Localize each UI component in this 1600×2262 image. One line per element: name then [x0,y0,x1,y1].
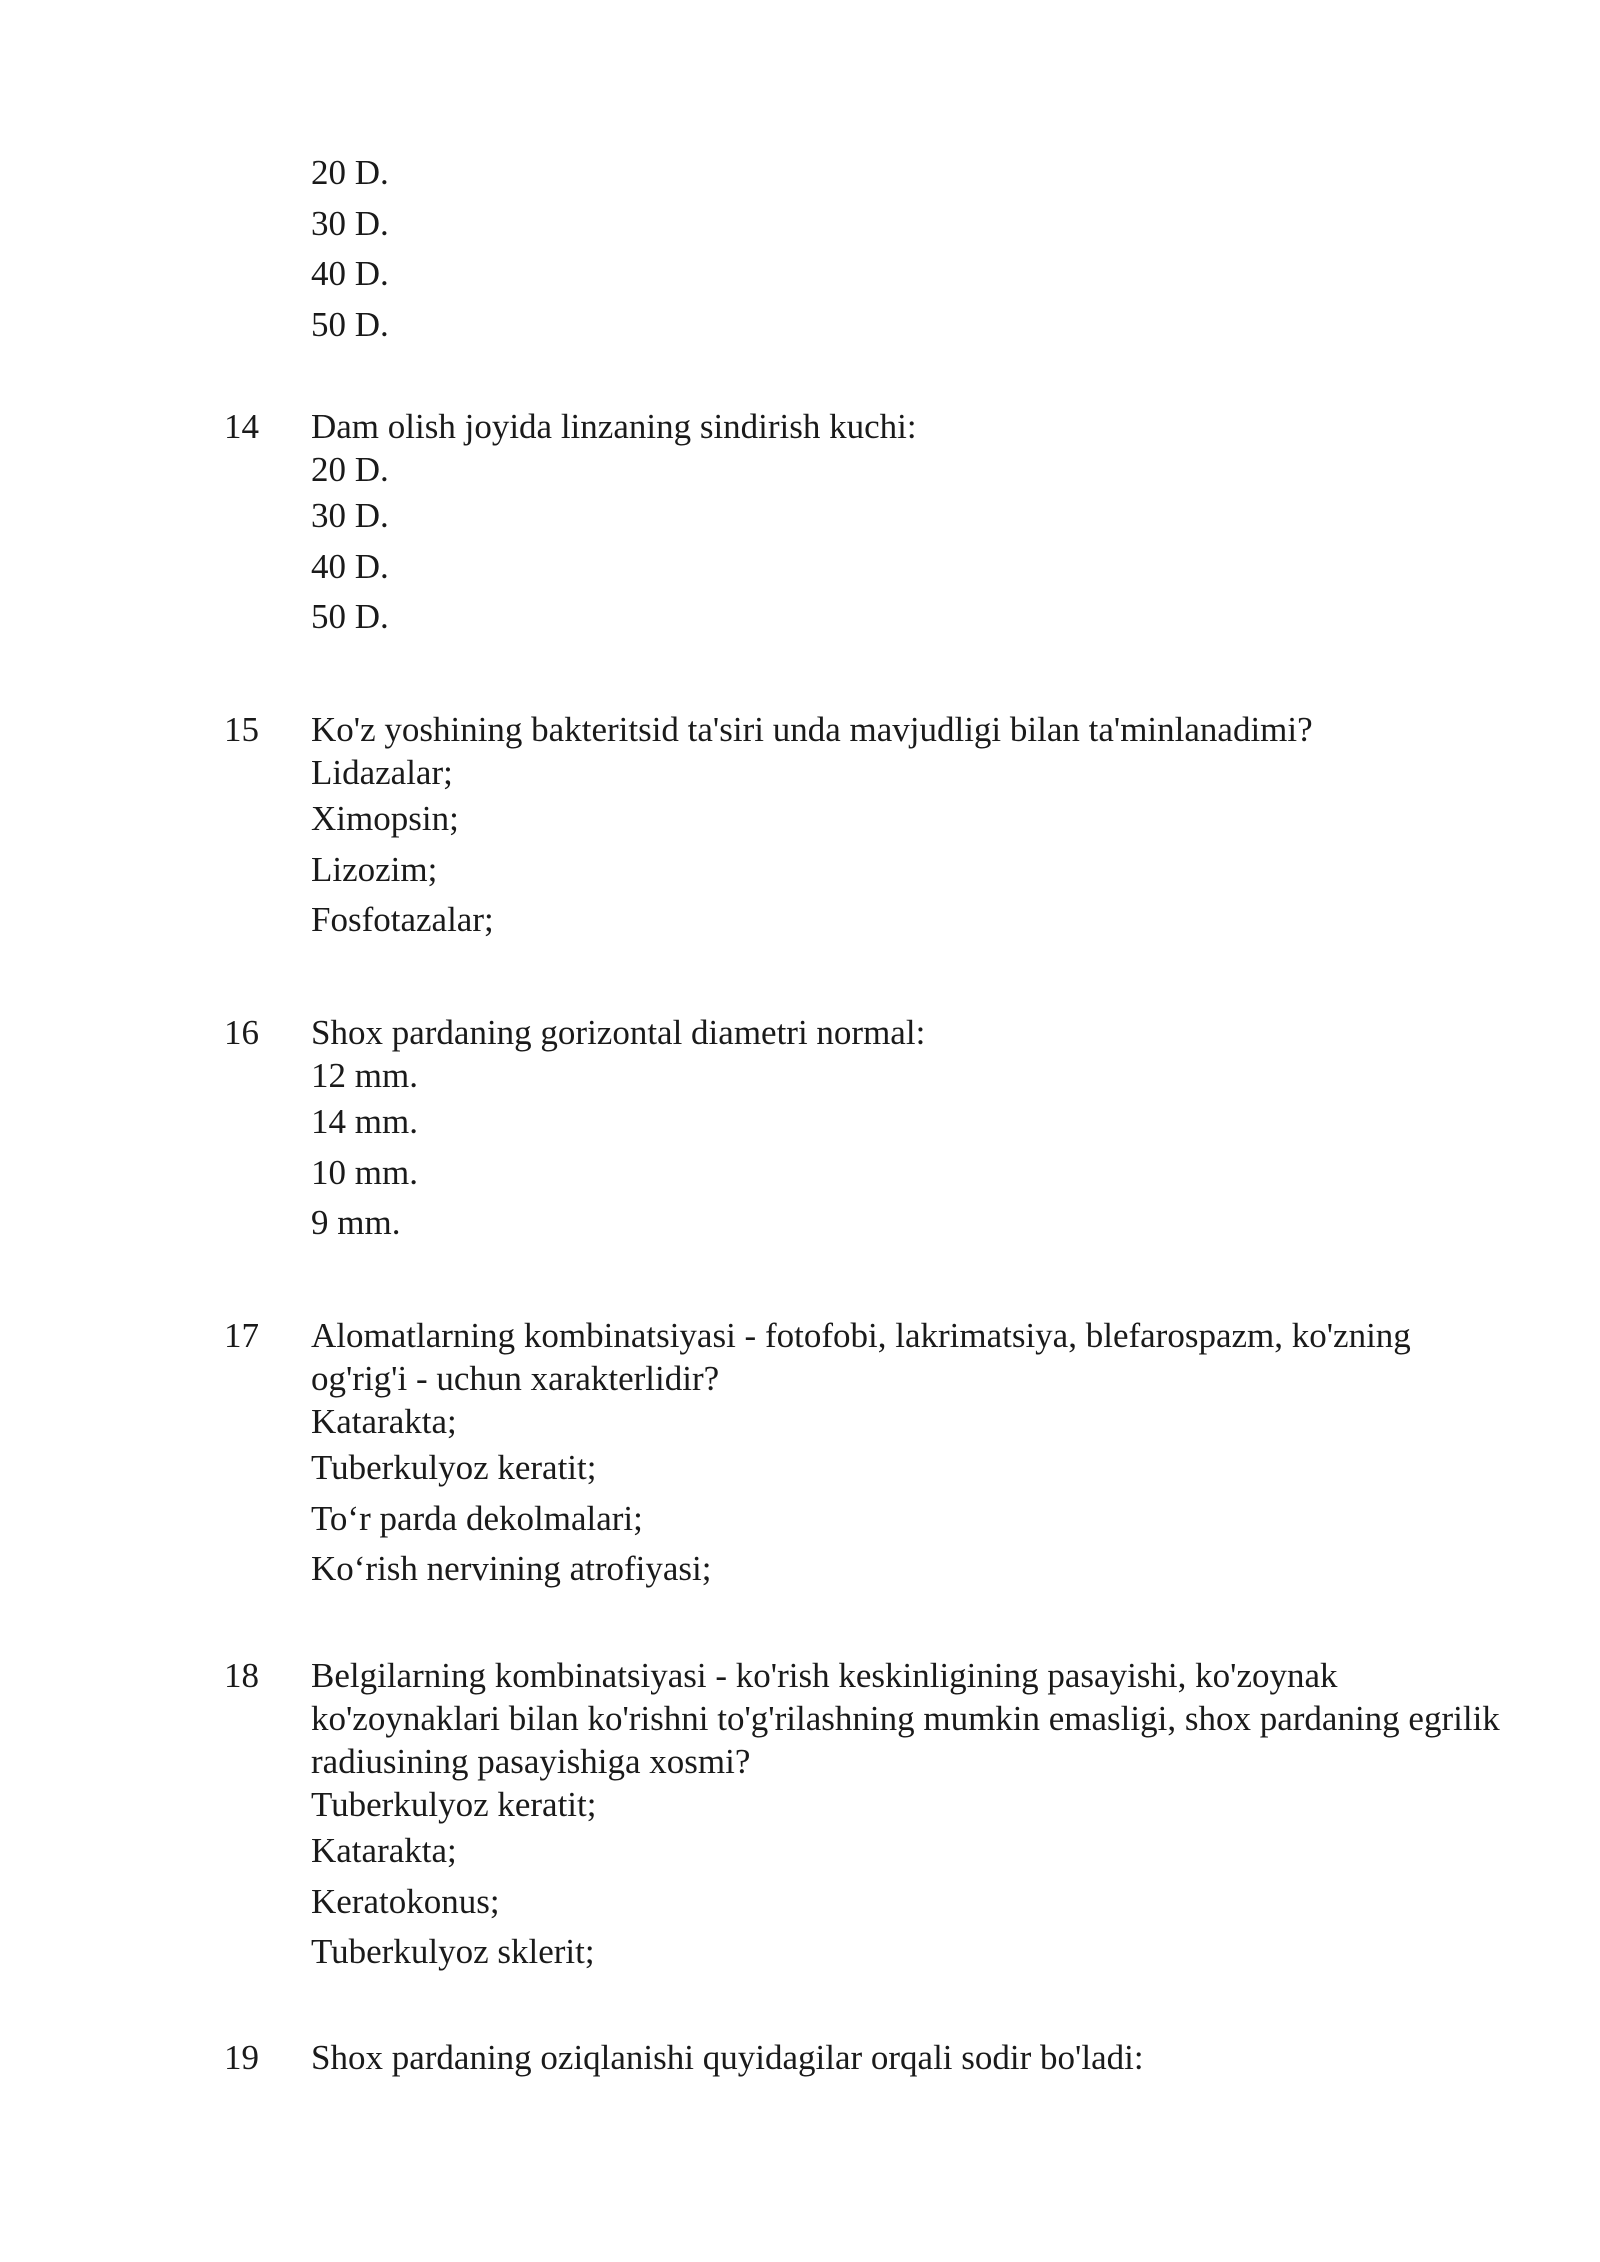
answer-option: 30 D. [311,496,389,535]
question-body [311,1011,1511,1249]
answer-option: 40 D. [311,546,389,586]
answer-options [311,751,1511,946]
answer-option: Tuberkulyoz keratit; [311,1785,597,1824]
answer-option: 30 D. [311,203,389,243]
answer-option: 14 mm. [311,1102,418,1141]
question-body [311,2036,1511,2079]
answer-option: Tuberkulyoz keratit; [311,1448,597,1487]
answer-option: 10 mm. [311,1152,418,1192]
question-number: 15 [224,710,259,749]
answer-option: Keratokonus; [311,1881,500,1921]
answer-options [311,1783,1511,1978]
question-body [311,405,1511,643]
answer-option: Katarakta; [311,1402,457,1441]
answer-option: 50 D. [311,597,389,636]
question-body [311,708,1511,946]
question-number: 14 [224,407,259,446]
answer-option: Katarakta; [311,1831,457,1870]
previous-question-options [311,148,389,350]
answer-option: Ximopsin; [311,799,459,838]
answer-option: Tuberkulyoz sklerit; [311,1932,595,1971]
question-text: Belgilarning kombinatsiyasi - ko'rish keskinligining pasayishi, ko'zoynak ko'zoynaklari bilan ko'rishni to'g'rilashning mumkin emasligi, shox pardaning egrilik radiusining pasayishiga xosmi? [311,1656,1500,1781]
question-number: 19 [224,2038,259,2077]
question-body [311,1314,1511,1595]
question-number: 18 [224,1656,259,1695]
answer-option: 20 D. [311,450,389,489]
question-body [311,1654,1511,1978]
answer-option: Lidazalar; [311,753,453,792]
answer-option: Lizozim; [311,849,438,889]
answer-option: 50 D. [311,304,389,344]
answer-options [311,1400,1511,1595]
question-number: 17 [224,1316,259,1355]
question-number: 16 [224,1013,259,1052]
answer-option: 12 mm. [311,1056,418,1095]
answer-option: 9 mm. [311,1203,401,1242]
answer-option: 20 D. [311,153,389,192]
question-text: Shox pardaning oziqlanishi quyidagilar orqali sodir bo'ladi: [311,2038,1144,2077]
question-text: Shox pardaning gorizontal diametri normal: [311,1013,926,1052]
answer-option: 40 D. [311,254,389,293]
question-text: Dam olish joyida linzaning sindirish kuchi: [311,407,917,446]
answer-option: To‘r parda dekolmalari; [311,1498,643,1538]
answer-option: Fosfotazalar; [311,900,494,939]
question-text: Ko'z yoshining bakteritsid ta'siri unda mavjudligi bilan ta'minlanadimi? [311,710,1313,749]
answer-options [311,448,1511,643]
question-text: Alomatlarning kombinatsiyasi - fotofobi, lakrimatsiya, blefarospazm, ko'zning og'rig'i - uchun xarakterlidir? [311,1316,1411,1398]
answer-option: Ko‘rish nervining atrofiyasi; [311,1549,712,1588]
answer-options [311,1054,1511,1249]
